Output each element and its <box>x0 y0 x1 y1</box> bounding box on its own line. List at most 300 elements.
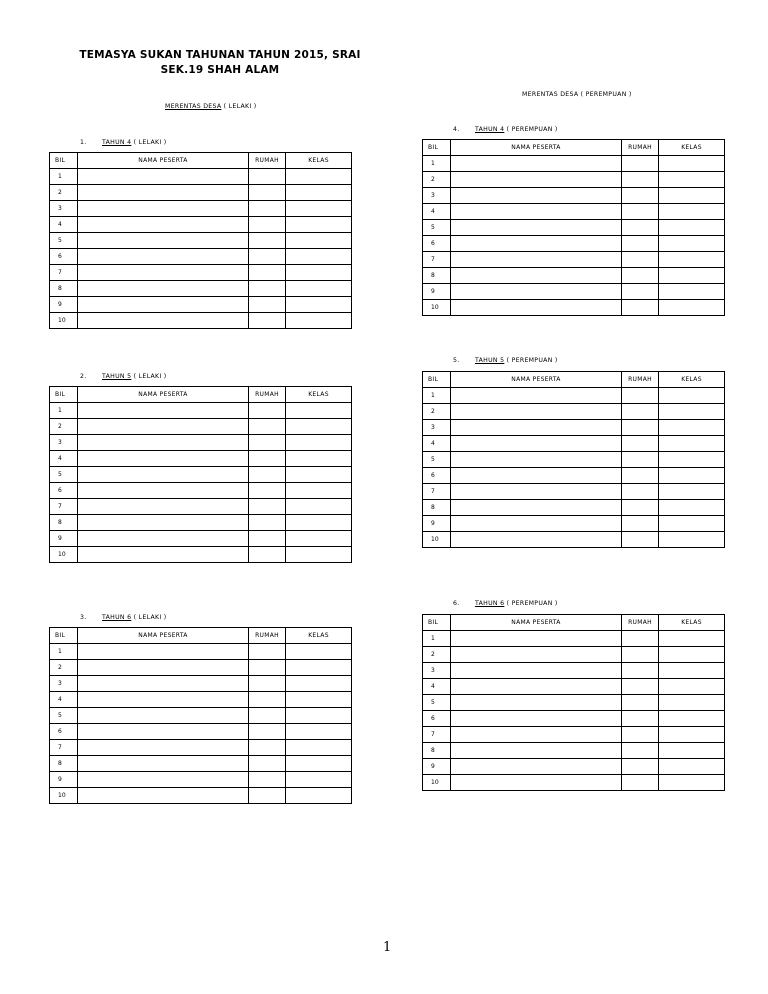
cell-nama-peserta[interactable] <box>451 268 622 284</box>
cell-rumah[interactable] <box>622 532 659 548</box>
table-row <box>50 201 352 217</box>
registration-table-5 <box>422 371 725 548</box>
cell-rumah[interactable] <box>249 531 286 547</box>
cell-kelas[interactable] <box>286 788 352 804</box>
cell-rumah[interactable] <box>622 484 659 500</box>
table-row <box>50 483 352 499</box>
cell-rumah[interactable] <box>622 679 659 695</box>
table-row <box>423 188 725 204</box>
cell-nama-peserta[interactable] <box>78 531 249 547</box>
cell-rumah[interactable] <box>622 775 659 791</box>
table-row <box>423 727 725 743</box>
cell-nama-peserta[interactable] <box>78 169 249 185</box>
cell-kelas[interactable] <box>659 532 725 548</box>
cell-rumah[interactable] <box>249 740 286 756</box>
cell-rumah[interactable] <box>249 515 286 531</box>
table-row <box>50 660 352 676</box>
cell-rumah[interactable] <box>249 483 286 499</box>
event-left-rest: ( LELAKI ) <box>221 103 257 110</box>
cell-kelas[interactable] <box>286 660 352 676</box>
cell-bil: 8 <box>423 268 451 284</box>
cell-kelas[interactable] <box>286 435 352 451</box>
cell-nama-peserta[interactable] <box>78 724 249 740</box>
cell-kelas[interactable] <box>286 451 352 467</box>
cell-rumah[interactable] <box>249 169 286 185</box>
cell-kelas[interactable] <box>659 484 725 500</box>
cell-kelas[interactable] <box>659 775 725 791</box>
cell-kelas[interactable] <box>286 531 352 547</box>
cell-bil: 8 <box>50 756 78 772</box>
table-row <box>50 313 352 329</box>
cell-nama-peserta[interactable] <box>78 201 249 217</box>
cell-bil: 7 <box>50 740 78 756</box>
cell-nama-peserta[interactable] <box>451 727 622 743</box>
cell-nama-peserta[interactable] <box>451 468 622 484</box>
table-row <box>423 468 725 484</box>
cell-rumah[interactable] <box>249 467 286 483</box>
table-row <box>50 515 352 531</box>
cell-bil: 10 <box>423 532 451 548</box>
cell-rumah[interactable] <box>249 756 286 772</box>
table-row <box>50 531 352 547</box>
cell-rumah[interactable] <box>249 233 286 249</box>
cell-rumah[interactable] <box>622 647 659 663</box>
cell-bil: 10 <box>50 547 78 563</box>
section-label-5: 5. TAHUN 5 ( PEREMPUAN ) <box>453 357 558 364</box>
cell-nama-peserta[interactable] <box>78 313 249 329</box>
table-row <box>50 467 352 483</box>
cell-kelas[interactable] <box>659 236 725 252</box>
cell-bil: 9 <box>423 516 451 532</box>
cell-rumah[interactable] <box>622 631 659 647</box>
cell-rumah[interactable] <box>249 281 286 297</box>
cell-rumah[interactable] <box>622 695 659 711</box>
cell-rumah[interactable] <box>249 692 286 708</box>
cell-bil: 3 <box>50 201 78 217</box>
cell-kelas[interactable] <box>286 419 352 435</box>
cell-kelas[interactable] <box>286 499 352 515</box>
cell-kelas[interactable] <box>286 708 352 724</box>
cell-rumah[interactable] <box>249 547 286 563</box>
cell-kelas[interactable] <box>659 500 725 516</box>
cell-kelas[interactable] <box>286 515 352 531</box>
cell-bil: 7 <box>423 727 451 743</box>
cell-nama-peserta[interactable] <box>451 631 622 647</box>
cell-bil: 10 <box>423 300 451 316</box>
cell-bil: 6 <box>50 724 78 740</box>
cell-kelas[interactable] <box>659 743 725 759</box>
cell-kelas[interactable] <box>659 220 725 236</box>
cell-rumah[interactable] <box>622 516 659 532</box>
cell-bil: 4 <box>423 204 451 220</box>
cell-nama-peserta[interactable] <box>451 252 622 268</box>
cell-nama-peserta[interactable] <box>451 388 622 404</box>
cell-rumah[interactable] <box>249 435 286 451</box>
cell-rumah[interactable] <box>622 156 659 172</box>
cell-kelas[interactable] <box>659 284 725 300</box>
cell-kelas[interactable] <box>286 740 352 756</box>
cell-rumah[interactable] <box>622 268 659 284</box>
cell-kelas[interactable] <box>286 265 352 281</box>
registration-table-1 <box>49 152 352 329</box>
cell-rumah[interactable] <box>622 252 659 268</box>
cell-nama-peserta[interactable] <box>78 217 249 233</box>
cell-nama-peserta[interactable] <box>78 756 249 772</box>
cell-nama-peserta[interactable] <box>451 759 622 775</box>
cell-nama-peserta[interactable] <box>451 420 622 436</box>
cell-kelas[interactable] <box>659 268 725 284</box>
cell-rumah[interactable] <box>622 172 659 188</box>
cell-kelas[interactable] <box>286 483 352 499</box>
table-row <box>50 281 352 297</box>
cell-kelas[interactable] <box>659 759 725 775</box>
cell-rumah[interactable] <box>249 644 286 660</box>
table-row <box>423 268 725 284</box>
header-rumah: RUMAH <box>622 372 659 388</box>
cell-rumah[interactable] <box>622 727 659 743</box>
cell-kelas[interactable] <box>659 663 725 679</box>
cell-rumah[interactable] <box>622 188 659 204</box>
header-kelas: KELAS <box>286 628 352 644</box>
table-row <box>423 404 725 420</box>
cell-rumah[interactable] <box>622 404 659 420</box>
cell-kelas[interactable] <box>286 281 352 297</box>
cell-bil: 4 <box>50 692 78 708</box>
table-row <box>50 265 352 281</box>
cell-nama-peserta[interactable] <box>78 692 249 708</box>
header-nama-peserta: NAMA PESERTA <box>451 615 622 631</box>
cell-nama-peserta[interactable] <box>78 515 249 531</box>
cell-bil: 2 <box>50 419 78 435</box>
cell-nama-peserta[interactable] <box>451 300 622 316</box>
cell-kelas[interactable] <box>286 201 352 217</box>
cell-rumah[interactable] <box>249 676 286 692</box>
cell-bil: 2 <box>423 172 451 188</box>
cell-kelas[interactable] <box>286 233 352 249</box>
cell-rumah[interactable] <box>249 265 286 281</box>
registration-table-3 <box>49 627 352 804</box>
cell-bil: 7 <box>423 484 451 500</box>
cell-bil: 2 <box>50 660 78 676</box>
cell-nama-peserta[interactable] <box>78 233 249 249</box>
cell-nama-peserta[interactable] <box>451 516 622 532</box>
cell-kelas[interactable] <box>659 711 725 727</box>
table-row <box>50 217 352 233</box>
cell-bil: 2 <box>423 647 451 663</box>
cell-bil: 3 <box>50 676 78 692</box>
cell-rumah[interactable] <box>249 772 286 788</box>
cell-kelas[interactable] <box>659 679 725 695</box>
cell-bil: 9 <box>423 284 451 300</box>
cell-bil: 10 <box>50 788 78 804</box>
cell-bil: 5 <box>423 695 451 711</box>
cell-nama-peserta[interactable] <box>78 483 249 499</box>
cell-bil: 9 <box>50 297 78 313</box>
cell-nama-peserta[interactable] <box>451 500 622 516</box>
cell-kelas[interactable] <box>659 516 725 532</box>
cell-nama-peserta[interactable] <box>451 743 622 759</box>
cell-bil: 1 <box>423 388 451 404</box>
registration-table-6 <box>422 614 725 791</box>
cell-bil: 1 <box>50 644 78 660</box>
title-line-1: TEMASYA SUKAN TAHUNAN TAHUN 2015, SRAI <box>79 49 361 61</box>
table-row <box>50 772 352 788</box>
cell-rumah[interactable] <box>249 217 286 233</box>
header-bil: BIL <box>50 628 78 644</box>
cell-rumah[interactable] <box>622 220 659 236</box>
cell-rumah[interactable] <box>249 451 286 467</box>
table-row <box>423 436 725 452</box>
cell-nama-peserta[interactable] <box>451 647 622 663</box>
table-row <box>423 236 725 252</box>
cell-bil: 8 <box>50 281 78 297</box>
table-header-row <box>50 387 352 403</box>
cell-rumah[interactable] <box>622 663 659 679</box>
cell-bil: 8 <box>423 743 451 759</box>
table-row <box>50 676 352 692</box>
table-row <box>50 724 352 740</box>
cell-kelas[interactable] <box>286 249 352 265</box>
cell-rumah[interactable] <box>249 499 286 515</box>
cell-nama-peserta[interactable] <box>451 775 622 791</box>
cell-bil: 8 <box>423 500 451 516</box>
cell-rumah[interactable] <box>249 660 286 676</box>
table-row <box>423 300 725 316</box>
cell-rumah[interactable] <box>622 436 659 452</box>
table-row <box>423 284 725 300</box>
cell-bil: 1 <box>50 169 78 185</box>
table-row <box>50 708 352 724</box>
cell-kelas[interactable] <box>286 547 352 563</box>
cell-nama-peserta[interactable] <box>451 156 622 172</box>
cell-rumah[interactable] <box>622 204 659 220</box>
cell-bil: 5 <box>50 708 78 724</box>
registration-table-4 <box>422 139 725 316</box>
cell-nama-peserta[interactable] <box>451 204 622 220</box>
cell-rumah[interactable] <box>622 500 659 516</box>
cell-nama-peserta[interactable] <box>451 695 622 711</box>
cell-kelas[interactable] <box>286 169 352 185</box>
header-kelas: KELAS <box>286 153 352 169</box>
cell-kelas[interactable] <box>286 676 352 692</box>
table-header-row <box>423 140 725 156</box>
cell-kelas[interactable] <box>286 772 352 788</box>
cell-bil: 2 <box>50 185 78 201</box>
cell-kelas[interactable] <box>659 420 725 436</box>
cell-rumah[interactable] <box>249 313 286 329</box>
cell-nama-peserta[interactable] <box>78 419 249 435</box>
cell-bil: 6 <box>423 468 451 484</box>
table-row <box>423 743 725 759</box>
header-nama-peserta: NAMA PESERTA <box>78 153 249 169</box>
cell-nama-peserta[interactable] <box>78 403 249 419</box>
cell-rumah[interactable] <box>249 788 286 804</box>
section-label-1: 1. TAHUN 4 ( LELAKI ) <box>80 139 167 146</box>
cell-kelas[interactable] <box>659 727 725 743</box>
document-title <box>50 48 390 78</box>
table-row <box>50 249 352 265</box>
cell-kelas[interactable] <box>286 724 352 740</box>
cell-nama-peserta[interactable] <box>78 772 249 788</box>
header-nama-peserta: NAMA PESERTA <box>78 387 249 403</box>
event-left-name: MERENTAS DESA <box>165 103 222 110</box>
cell-kelas[interactable] <box>659 156 725 172</box>
cell-bil: 1 <box>423 156 451 172</box>
cell-rumah[interactable] <box>622 420 659 436</box>
cell-kelas[interactable] <box>286 403 352 419</box>
table-row <box>423 679 725 695</box>
cell-nama-peserta[interactable] <box>78 660 249 676</box>
cell-bil: 5 <box>50 233 78 249</box>
cell-bil: 4 <box>423 436 451 452</box>
cell-nama-peserta[interactable] <box>451 188 622 204</box>
cell-rumah[interactable] <box>249 403 286 419</box>
cell-rumah[interactable] <box>622 468 659 484</box>
cell-nama-peserta[interactable] <box>78 547 249 563</box>
table-header-row <box>423 615 725 631</box>
cell-kelas[interactable] <box>286 692 352 708</box>
cell-kelas[interactable] <box>659 452 725 468</box>
cell-rumah[interactable] <box>622 759 659 775</box>
table-row <box>50 435 352 451</box>
table-row <box>50 451 352 467</box>
cell-nama-peserta[interactable] <box>78 708 249 724</box>
cell-kelas[interactable] <box>286 644 352 660</box>
cell-bil: 4 <box>50 217 78 233</box>
header-bil: BIL <box>50 387 78 403</box>
cell-nama-peserta[interactable] <box>451 220 622 236</box>
cell-nama-peserta[interactable] <box>78 676 249 692</box>
cell-rumah[interactable] <box>622 743 659 759</box>
table-row <box>423 484 725 500</box>
cell-kelas[interactable] <box>659 252 725 268</box>
cell-rumah[interactable] <box>622 300 659 316</box>
cell-nama-peserta[interactable] <box>451 436 622 452</box>
cell-rumah[interactable] <box>622 284 659 300</box>
cell-rumah[interactable] <box>622 388 659 404</box>
cell-kelas[interactable] <box>659 172 725 188</box>
table-row <box>50 692 352 708</box>
cell-kelas[interactable] <box>659 468 725 484</box>
cell-kelas[interactable] <box>659 300 725 316</box>
table-row <box>423 647 725 663</box>
header-kelas: KELAS <box>659 372 725 388</box>
cell-nama-peserta[interactable] <box>451 404 622 420</box>
cell-bil: 4 <box>50 451 78 467</box>
table-row <box>423 711 725 727</box>
cell-bil: 1 <box>423 631 451 647</box>
cell-nama-peserta[interactable] <box>451 284 622 300</box>
cell-kelas[interactable] <box>659 388 725 404</box>
cell-nama-peserta[interactable] <box>78 788 249 804</box>
cell-nama-peserta[interactable] <box>78 644 249 660</box>
cell-kelas[interactable] <box>286 297 352 313</box>
cell-nama-peserta[interactable] <box>451 679 622 695</box>
section-label-3: 3. TAHUN 6 ( LELAKI ) <box>80 614 167 621</box>
cell-nama-peserta[interactable] <box>451 663 622 679</box>
cell-kelas[interactable] <box>659 631 725 647</box>
cell-rumah[interactable] <box>249 297 286 313</box>
cell-nama-peserta[interactable] <box>451 236 622 252</box>
table-row <box>423 516 725 532</box>
table-row <box>423 500 725 516</box>
cell-nama-peserta[interactable] <box>451 532 622 548</box>
table-row <box>423 156 725 172</box>
cell-kelas[interactable] <box>659 436 725 452</box>
table-row <box>50 644 352 660</box>
cell-nama-peserta[interactable] <box>78 185 249 201</box>
table-row <box>423 759 725 775</box>
cell-nama-peserta[interactable] <box>78 265 249 281</box>
cell-bil: 2 <box>423 404 451 420</box>
cell-nama-peserta[interactable] <box>451 711 622 727</box>
cell-bil: 3 <box>423 663 451 679</box>
cell-kelas[interactable] <box>286 756 352 772</box>
cell-rumah[interactable] <box>249 724 286 740</box>
cell-kelas[interactable] <box>659 647 725 663</box>
cell-bil: 6 <box>50 249 78 265</box>
cell-rumah[interactable] <box>622 236 659 252</box>
cell-kelas[interactable] <box>659 695 725 711</box>
cell-nama-peserta[interactable] <box>78 740 249 756</box>
cell-rumah[interactable] <box>249 201 286 217</box>
cell-nama-peserta[interactable] <box>451 484 622 500</box>
cell-rumah[interactable] <box>249 249 286 265</box>
table-row <box>50 547 352 563</box>
cell-rumah[interactable] <box>249 708 286 724</box>
cell-nama-peserta[interactable] <box>78 467 249 483</box>
cell-bil: 9 <box>50 772 78 788</box>
cell-bil: 9 <box>423 759 451 775</box>
table-row <box>423 220 725 236</box>
header-nama-peserta: NAMA PESERTA <box>451 140 622 156</box>
cell-nama-peserta[interactable] <box>78 499 249 515</box>
cell-nama-peserta[interactable] <box>78 297 249 313</box>
cell-kelas[interactable] <box>659 188 725 204</box>
cell-nama-peserta[interactable] <box>78 249 249 265</box>
table-header-row <box>423 372 725 388</box>
table-header-row <box>50 153 352 169</box>
header-nama-peserta: NAMA PESERTA <box>78 628 249 644</box>
cell-kelas[interactable] <box>286 185 352 201</box>
cell-rumah[interactable] <box>622 452 659 468</box>
cell-nama-peserta[interactable] <box>451 452 622 468</box>
cell-bil: 7 <box>423 252 451 268</box>
cell-kelas[interactable] <box>286 467 352 483</box>
cell-kelas[interactable] <box>659 204 725 220</box>
table-row <box>423 420 725 436</box>
header-rumah: RUMAH <box>249 153 286 169</box>
cell-nama-peserta[interactable] <box>78 281 249 297</box>
cell-rumah[interactable] <box>249 185 286 201</box>
cell-nama-peserta[interactable] <box>78 435 249 451</box>
section-label-4: 4. TAHUN 4 ( PEREMPUAN ) <box>453 126 558 133</box>
cell-bil: 3 <box>423 420 451 436</box>
cell-kelas[interactable] <box>659 404 725 420</box>
cell-rumah[interactable] <box>249 419 286 435</box>
table-row <box>423 532 725 548</box>
table-row <box>423 252 725 268</box>
cell-rumah[interactable] <box>622 711 659 727</box>
cell-kelas[interactable] <box>286 313 352 329</box>
cell-nama-peserta[interactable] <box>451 172 622 188</box>
cell-nama-peserta[interactable] <box>78 451 249 467</box>
table-row <box>50 403 352 419</box>
table-row <box>423 452 725 468</box>
table-row <box>50 233 352 249</box>
cell-kelas[interactable] <box>286 217 352 233</box>
cell-bil: 10 <box>50 313 78 329</box>
